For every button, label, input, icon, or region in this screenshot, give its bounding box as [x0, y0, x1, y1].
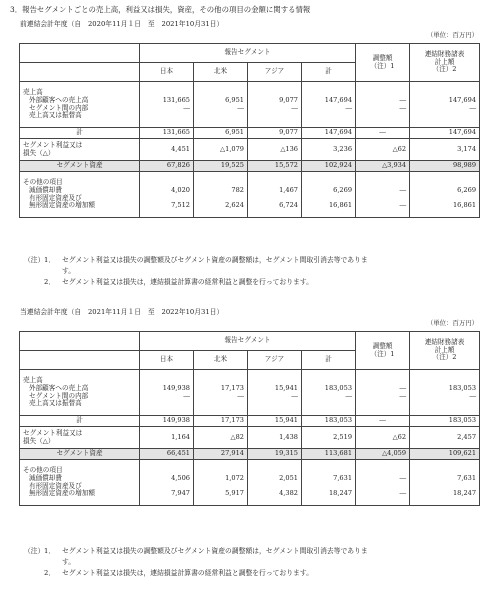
capex-value: 18,247 [328, 489, 353, 498]
sales-cell-consolidated [410, 82, 480, 128]
note-mark: （注） [24, 256, 45, 264]
header-blank-cell [20, 44, 140, 63]
external-sales-value: 15,941 [274, 383, 298, 392]
previous-notes [10, 255, 490, 288]
other-items-row [20, 172, 480, 218]
intersegment-value: ― [345, 391, 353, 400]
previous-segment-table [19, 43, 480, 218]
subheader-blank-cell [20, 351, 140, 370]
depreciation-value: 7,631 [457, 473, 477, 482]
sales-label-cell [20, 370, 140, 416]
assets-row [20, 449, 480, 460]
capex-value: 18,247 [452, 489, 477, 498]
other-items-cell-japan [140, 172, 194, 218]
header-row [20, 332, 480, 351]
sales-total-value: 147,694 [302, 128, 356, 139]
sales-total-value: ― [356, 416, 410, 427]
assets-value: 67,826 [140, 161, 194, 172]
sales-total-value: 147,694 [410, 128, 480, 139]
note-2-text: セグメント利益又は損失は，連結損益計算書の経常利益と調整を行っております。 [62, 278, 313, 286]
profit-label-line2: 損失（△） [23, 436, 55, 445]
capex-value: 6,724 [279, 201, 298, 210]
sales-cell-asia [248, 82, 302, 128]
capex-value: 2,624 [225, 201, 244, 210]
depreciation-value: 782 [231, 185, 244, 194]
sales-total-value: 15,941 [248, 416, 302, 427]
sales-label-cell [20, 82, 140, 128]
subheader-blank-cell [20, 63, 140, 82]
capex-value: 16,861 [328, 201, 353, 210]
header-north-america: 北米 [194, 351, 248, 370]
sales-cell-japan [140, 82, 194, 128]
other-items-cell-japan [140, 460, 194, 506]
other-items-cell-total [302, 172, 356, 218]
depreciation-value: 4,020 [171, 185, 190, 194]
depreciation-label: 減価償却費 [29, 473, 62, 482]
depreciation-value: 6,269 [457, 185, 477, 194]
depreciation-value: 1,072 [225, 473, 244, 482]
capex-value: 4,382 [279, 489, 298, 498]
other-items-cell-north-america [194, 172, 248, 218]
assets-label: セグメント資産 [20, 449, 140, 460]
note-2 [10, 568, 490, 579]
sales-total-value: 6,951 [194, 128, 248, 139]
profit-value: 3,174 [410, 139, 480, 161]
profit-value: △62 [356, 139, 410, 161]
intersegment-value: ― [345, 103, 353, 112]
sales-total-value: 183,053 [410, 416, 480, 427]
depreciation-value: ― [399, 473, 407, 482]
header-asia: アジア [248, 351, 302, 370]
note-number: 1． [44, 547, 56, 555]
other-items-cell-asia [248, 460, 302, 506]
header-blank-cell [20, 332, 140, 351]
intersegment-value: ― [469, 391, 477, 400]
consolidated-header-line3: （注）2 [432, 353, 457, 362]
sales-total-row [20, 128, 480, 139]
note-2-text: セグメント利益又は損失は，連結損益計算書の経常利益と調整を行っております。 [62, 569, 313, 577]
external-sales-value: ― [399, 383, 407, 392]
adjustment-header-line2: （注）1 [370, 61, 395, 70]
assets-value: 113,681 [302, 449, 356, 460]
sales-row [20, 82, 480, 128]
sales-cell-adjustment [356, 82, 410, 128]
consolidated-header [410, 44, 480, 82]
adjustment-header [356, 332, 410, 370]
other-items-cell-adjustment [356, 172, 410, 218]
note-1-line2: す。 [62, 558, 76, 566]
intersegment-label-line2: 売上高又は振替高 [29, 399, 82, 408]
note-mark: （注） [24, 547, 45, 555]
capex-value: 16,861 [452, 201, 477, 210]
sales-cell-total [302, 82, 356, 128]
intersegment-value: ― [399, 391, 407, 400]
intersegment-value: ― [291, 103, 298, 112]
adjustment-header-line1: 調整額 [372, 53, 393, 62]
sales-total-value: 183,053 [302, 416, 356, 427]
other-items-cell-north-america [194, 460, 248, 506]
consolidated-header-line3: （注）2 [432, 65, 457, 74]
assets-value: 98,989 [410, 161, 480, 172]
other-items-label: その他の項目 [23, 465, 63, 474]
profit-value: 3,236 [302, 139, 356, 161]
note-2 [10, 277, 490, 288]
profit-value: △1,079 [194, 139, 248, 161]
external-sales-value: 6,951 [225, 95, 244, 104]
consolidated-header-line2: 計上額 [434, 57, 455, 66]
assets-value: 19,315 [248, 449, 302, 460]
adjustment-header-line1: 調整額 [372, 341, 393, 350]
header-row [20, 44, 480, 63]
external-sales-value: 147,694 [324, 95, 353, 104]
intersegment-label-line2: 売上高又は振替高 [29, 111, 82, 120]
profit-label-line2: 損失（△） [23, 148, 55, 157]
depreciation-value: ― [399, 185, 407, 194]
sales-total-row [20, 416, 480, 427]
profit-value: △62 [356, 427, 410, 449]
note-1-line2: す。 [62, 267, 76, 275]
depreciation-value: 7,631 [333, 473, 353, 482]
other-items-cell-consolidated [410, 460, 480, 506]
capex-label-line1: 有形固定資産及び [29, 481, 82, 490]
note-1-line1: セグメント利益又は損失の調整額及びセグメント資産の調整額は，セグメント間取引消去等でありま [62, 547, 368, 555]
capex-value: 7,947 [171, 489, 190, 498]
external-sales-value: 17,173 [220, 383, 244, 392]
sales-total-value: 131,665 [140, 128, 194, 139]
note-number: 1． [44, 256, 56, 264]
profit-label-cell [20, 427, 140, 449]
note-number: 2． [44, 278, 56, 286]
capex-label-line2: 無形固定資産の増加額 [29, 489, 95, 498]
header-total: 計 [302, 351, 356, 370]
sales-cell-total [302, 370, 356, 416]
adjustment-header [356, 44, 410, 82]
assets-value: △4,059 [356, 449, 410, 460]
previous-period-title: 前連結会計年度（自 2020年11月１日 至 2021年10月31日） [20, 20, 224, 28]
profit-label-line1: セグメント利益又は [23, 140, 83, 149]
other-items-label-cell [20, 172, 140, 218]
assets-row [20, 161, 480, 172]
sales-cell-japan [140, 370, 194, 416]
sales-row [20, 370, 480, 416]
other-items-row [20, 460, 480, 506]
depreciation-value: 6,269 [333, 185, 353, 194]
consolidated-header-line1: 連結財務諸表 [424, 337, 465, 346]
profit-value: 4,451 [140, 139, 194, 161]
profit-label-line1: セグメント利益又は [23, 428, 83, 437]
current-segment-table [19, 331, 480, 506]
profit-label-cell [20, 139, 140, 161]
header-asia: アジア [248, 63, 302, 82]
intersegment-value: ― [291, 391, 298, 400]
consolidated-header-line1: 連結財務諸表 [424, 49, 465, 58]
intersegment-value: ― [237, 103, 244, 112]
profit-value: 1,438 [248, 427, 302, 449]
note-1-line1: セグメント利益又は損失の調整額及びセグメント資産の調整額は，セグメント間取引消去等でありま [62, 256, 368, 264]
consolidated-header [410, 332, 480, 370]
header-north-america: 北米 [194, 63, 248, 82]
external-sales-value: 131,665 [162, 95, 190, 104]
profit-value: △136 [248, 139, 302, 161]
sales-cell-consolidated [410, 370, 480, 416]
header-japan: 日本 [140, 63, 194, 82]
assets-value: 19,525 [194, 161, 248, 172]
external-sales-value: 149,938 [162, 383, 190, 392]
current-period-title: 当連結会計年度（自 2021年11月１日 至 2022年10月31日） [20, 308, 224, 316]
note-number: 2． [44, 569, 56, 577]
depreciation-value: 4,506 [171, 473, 190, 482]
note-1 [10, 546, 490, 568]
intersegment-label-line1: セグメント間の内部 [29, 391, 89, 400]
external-sales-label: 外部顧客への売上高 [29, 383, 89, 392]
sales-total-label: 計 [20, 128, 140, 139]
external-sales-value: 183,053 [324, 383, 353, 392]
profit-row [20, 427, 480, 449]
intersegment-label-line1: セグメント間の内部 [29, 103, 89, 112]
capex-value: ― [399, 201, 407, 210]
profit-value: 2,457 [410, 427, 480, 449]
external-sales-label: 外部顧客への売上高 [29, 95, 89, 104]
assets-label: セグメント資産 [20, 161, 140, 172]
intersegment-value: ― [399, 103, 407, 112]
unit-label: （単位：百万円） [426, 319, 478, 327]
profit-row [20, 139, 480, 161]
sales-cell-adjustment [356, 370, 410, 416]
other-items-cell-consolidated [410, 172, 480, 218]
assets-value: 102,924 [302, 161, 356, 172]
header-japan: 日本 [140, 351, 194, 370]
assets-value: 109,621 [410, 449, 480, 460]
assets-value: 66,451 [140, 449, 194, 460]
other-items-cell-total [302, 460, 356, 506]
intersegment-value: ― [183, 391, 190, 400]
header-total: 計 [302, 63, 356, 82]
intersegment-value: ― [183, 103, 190, 112]
depreciation-label: 減価償却費 [29, 185, 62, 194]
sales-total-value: 149,938 [140, 416, 194, 427]
sales-label: 売上高 [23, 87, 43, 96]
sales-total-value: 17,173 [194, 416, 248, 427]
capex-value: 7,512 [171, 201, 190, 210]
assets-value: △3,934 [356, 161, 410, 172]
sales-cell-asia [248, 370, 302, 416]
assets-value: 15,572 [248, 161, 302, 172]
profit-value: △82 [194, 427, 248, 449]
depreciation-value: 2,051 [279, 473, 298, 482]
segment-group-header: 報告セグメント [140, 332, 356, 351]
section-heading: 3．報告セグメントごとの売上高，利益又は損失，資産，その他の項目の金額に関する情報 [10, 5, 311, 14]
profit-value: 2,519 [302, 427, 356, 449]
sales-cell-north-america [194, 82, 248, 128]
sales-total-value: 9,077 [248, 128, 302, 139]
sales-label: 売上高 [23, 375, 43, 384]
depreciation-value: 1,467 [279, 185, 298, 194]
profit-value: 1,164 [140, 427, 194, 449]
adjustment-header-line2: （注）1 [370, 349, 395, 358]
external-sales-value: 9,077 [279, 95, 298, 104]
capex-label-line2: 無形固定資産の増加額 [29, 201, 95, 210]
current-notes [10, 546, 490, 579]
intersegment-value: ― [237, 391, 244, 400]
sales-total-value: ― [356, 128, 410, 139]
other-items-label: その他の項目 [23, 177, 63, 186]
external-sales-value: 147,694 [448, 95, 477, 104]
external-sales-value: 183,053 [448, 383, 477, 392]
unit-label: （単位：百万円） [426, 31, 478, 39]
other-items-label-cell [20, 460, 140, 506]
segment-group-header: 報告セグメント [140, 44, 356, 63]
capex-value: 5,917 [225, 489, 244, 498]
sales-cell-north-america [194, 370, 248, 416]
intersegment-value: ― [469, 103, 477, 112]
consolidated-header-line2: 計上額 [434, 345, 455, 354]
assets-value: 27,914 [194, 449, 248, 460]
sales-total-label: 計 [20, 416, 140, 427]
capex-value: ― [399, 489, 407, 498]
external-sales-value: ― [399, 95, 407, 104]
other-items-cell-adjustment [356, 460, 410, 506]
other-items-cell-asia [248, 172, 302, 218]
capex-label-line1: 有形固定資産及び [29, 193, 82, 202]
note-1 [10, 255, 490, 277]
